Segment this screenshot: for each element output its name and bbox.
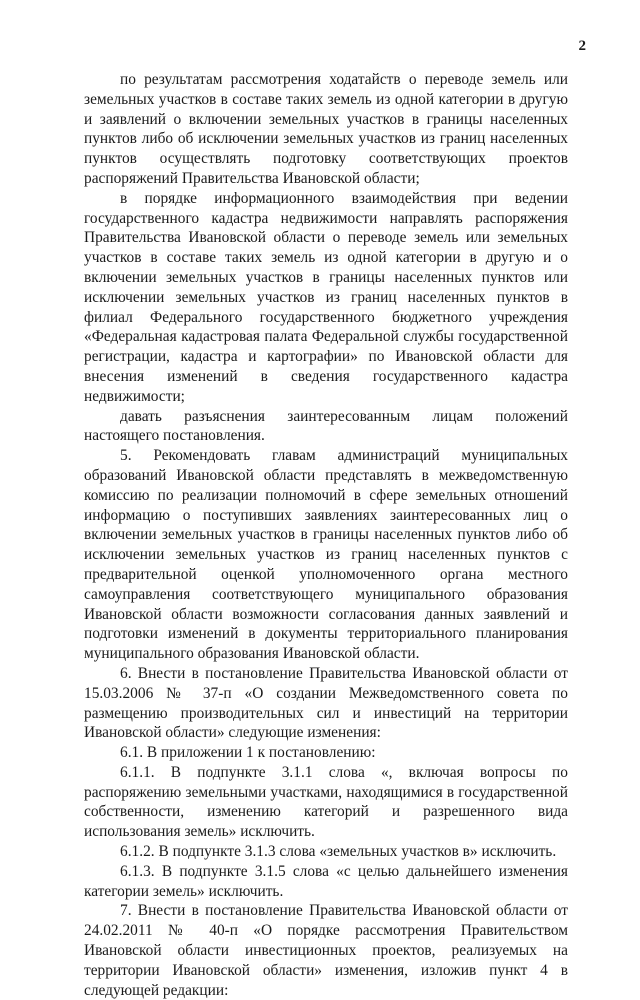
paragraph-clarifications: давать разъяснения заинтересованным лицам положений настоящего постановления.: [84, 407, 568, 445]
paragraph-item-7: 7. Внести в постановление Правительства Ивановской области от 24.02.2011 № 40-п «О порядке рассмотрения Правительством Ивановской области инвестиционных проектов, реализуемых на территории Ивановской области» изменения, изложив пункт 4 в следующей редакции:: [84, 902, 568, 999]
paragraph-item-5: 5. Рекомендовать главам администраций муниципальных образований Ивановской области представлять в межведомственную комиссию по реализации полномочий в сфере земельных отношений информацию о поступивших заявлениях заинтересованных лиц о включении земельных участков в границы населенных пунктов либо об исключении земельных участков из границ населенных пунктов с предварительной оценкой уполномоченного органа местного самоуправления соответствующего муниципального образования Ивановской области возможности согласования данных заявлений и подготовки изменений в документы территориального планирования муниципального образования Ивановской области.: [84, 447, 568, 663]
paragraph-item-6-1-3: 6.1.3. В подпункте 3.1.5 слова «с целью дальнейшего изменения категории земель» исключить.: [84, 862, 568, 900]
paragraph-item-6-1: 6.1. В приложении 1 к постановлению:: [120, 744, 376, 762]
paragraph-cadastre-interaction: в порядке информационного взаимодействия при ведении государственного кадастра недвижимости направлять распоряжения Правительства Ивановской области о переводе земель или земельных участков в составе таких земель из одной категории в другую и о включении земельных участков в границы населенных пунктов или исключении земельных участков из границ населенных пунктов в филиал Федерального государственного бюджетного учреждения «Федеральная кадастровая палата Федеральной службы государственной регистрации, кадастра и картографии» по Ивановской области для внесения изменений в сведения государственного кадастра недвижимости;: [84, 189, 568, 405]
document-body: [84, 70, 568, 1000]
paragraph-prepare-drafts: по результатам рассмотрения ходатайств о переводе земель или земельных участков в составе таких земель из одной категории в другую и заявлений о включении земельных участков в границы населенных пунктов либо об исключении земельных участков из границ населенных пунктов осуществлять подготовку соответствующих проектов распоряжений Правительства Ивановской области;: [84, 71, 568, 187]
paragraph-item-6: 6. Внести в постановление Правительства Ивановской области от 15.03.2006 № 37-п «О создании Межведомственного совета по размещению производительных сил и инвестиций на территории Ивановской области» следующие изменения:: [84, 664, 568, 742]
paragraph-item-6-1-1: 6.1.1. В подпункте 3.1.1 слова «, включая вопросы по распоряжению земельными участками, находящимися в государственной собственности, изменению категорий и разрешенного вида использования земель» исключить.: [84, 763, 568, 841]
paragraph-item-6-1-2: 6.1.2. В подпункте 3.1.3 слова «земельных участков в» исключить.: [120, 843, 557, 861]
page-number: 2: [578, 38, 586, 54]
